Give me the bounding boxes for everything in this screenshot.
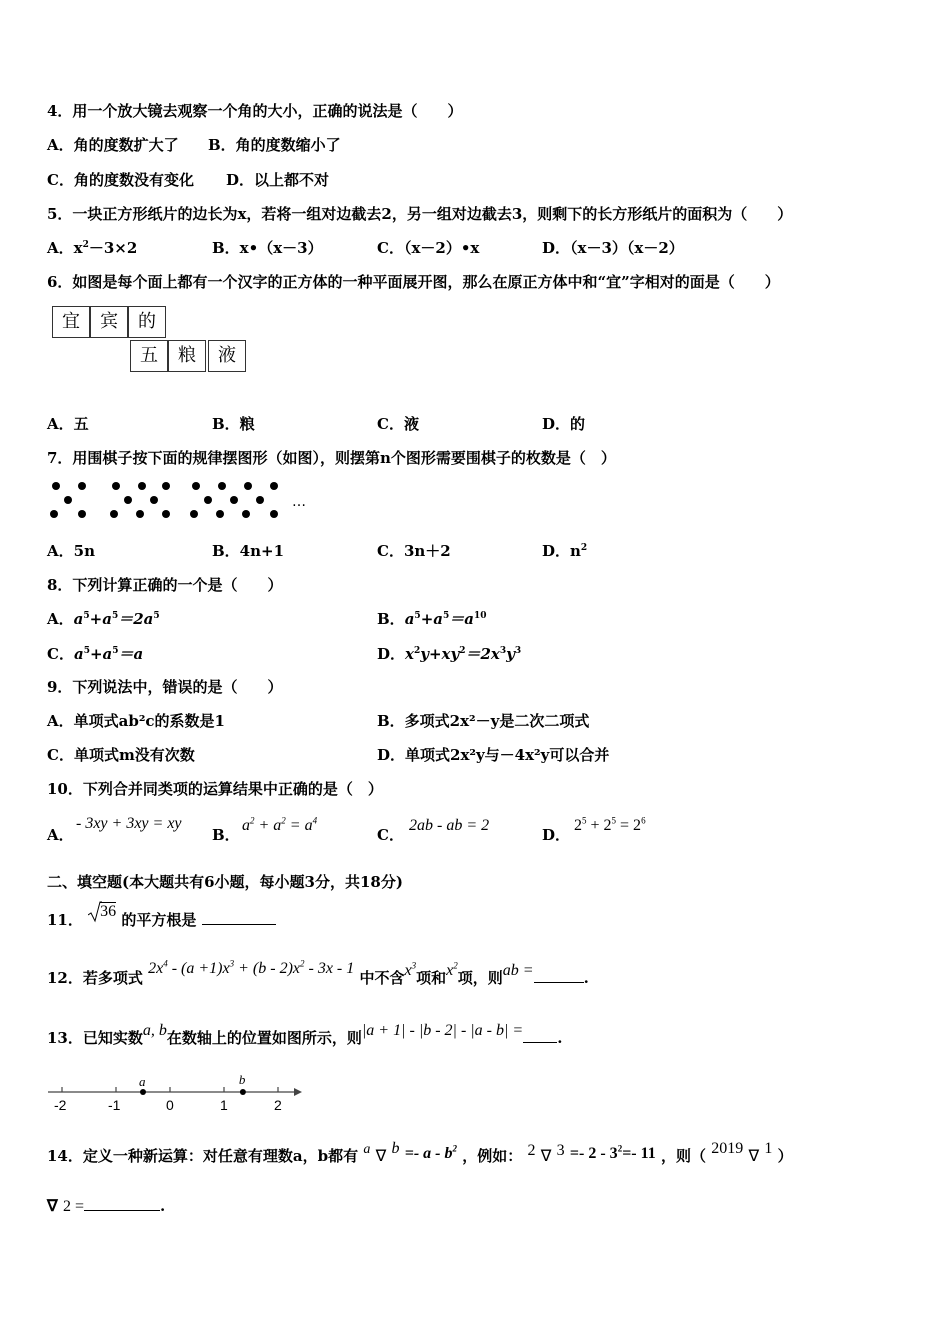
q9-stem: 9．下列说法中，错误的是（ ） <box>47 678 283 696</box>
q10-option-a-label: A． <box>47 826 74 844</box>
q5-option-a: A．$x^2-3\times 2$ <box>47 239 138 257</box>
stone <box>204 496 212 504</box>
q11-answer-blank[interactable] <box>202 910 276 925</box>
net-cell-5: 粮 <box>168 340 206 372</box>
q10-option-d-expr: $2^5 + 2^5 = 2^6$ <box>574 815 646 834</box>
point-a-label: a <box>139 1074 146 1089</box>
stone <box>270 482 278 490</box>
q7-option-d: D．$n^2$ <box>542 542 588 560</box>
sqrt-36: 36 <box>88 911 116 931</box>
point-a <box>140 1089 146 1095</box>
q9-option-b: B．多项式2x²－y是二次二项式 <box>377 712 590 730</box>
axis-tick-label: 0 <box>166 1097 174 1113</box>
stone <box>230 496 238 504</box>
q5-option-b: B．x•（x－3） <box>212 239 323 257</box>
stone <box>162 482 170 490</box>
section-2-title: 二、填空题(本大题共有6小题，每小题3分，共18分) <box>47 873 403 891</box>
q9-option-a: A．单项式ab²c的系数是1 <box>47 712 225 730</box>
net-cell-2: 宾 <box>90 306 128 338</box>
q10-option-d-label: D． <box>542 826 571 844</box>
stone <box>78 482 86 490</box>
q10-stem: 10．下列合并同类项的运算结果中正确的是（ ） <box>47 780 383 798</box>
net-cell-6: 液 <box>208 340 246 372</box>
q7-option-a: A．5n <box>47 542 95 560</box>
q12-answer-blank[interactable] <box>534 968 584 983</box>
net-cell-1: 宜 <box>52 306 90 338</box>
stone <box>150 496 158 504</box>
net-cell-3: 的 <box>128 306 166 338</box>
q10-option-a-expr: - 3xy + 3xy = xy <box>76 815 182 832</box>
stone <box>270 510 278 518</box>
go-stones-pattern-figure <box>44 478 324 524</box>
net-cell-4: 五 <box>130 340 168 372</box>
q13: 13．已知实数a, b在数轴上的位置如图所示，则|a + 1| - |b - 2| - |a - b| = . <box>47 1022 563 1047</box>
stone <box>244 482 252 490</box>
q10-option-b-expr: $a^2 + a^2 = a^4$ <box>242 815 318 834</box>
q10-option-c-label: C． <box>377 826 404 844</box>
q6-option-d: D．的 <box>542 415 586 433</box>
q8-option-b: B．$a^5+a^5=a^{10}$ <box>377 610 487 628</box>
q6-option-c: C．液 <box>377 415 419 433</box>
axis-arrow <box>294 1088 302 1096</box>
stone <box>124 496 132 504</box>
stone <box>218 482 226 490</box>
stone <box>136 510 144 518</box>
stone <box>52 482 60 490</box>
stone <box>242 510 250 518</box>
q8-option-d: D．$x^2y+xy^2=2x^3y^3$ <box>377 645 522 663</box>
axis-tick-label: -1 <box>108 1097 121 1113</box>
stone <box>162 510 170 518</box>
q10-option-c-expr: 2ab - ab = 2 <box>409 817 490 834</box>
q4-stem: 4．用一个放大镜去观察一个角的大小，正确的说法是（ ） <box>47 102 463 120</box>
stone <box>190 510 198 518</box>
stone <box>50 510 58 518</box>
q6-stem: 6．如图是每个面上都有一个汉字的正方体的一种平面展开图，那么在原正方体中和“宜”字相对的面是（ ） <box>47 273 780 291</box>
q12: 12．若多项式 $2x^4 - (a +1)x^3 + (b - 2)x^2 - 3x - 1$ 中不含$x^3$项和$x^2$项，则ab = . <box>47 958 589 987</box>
q4-option-b: B．角的度数缩小了 <box>208 136 341 154</box>
q6-option-a: A．五 <box>47 415 89 433</box>
point-b <box>240 1089 246 1095</box>
q14-line-1: 14．定义一种新运算：对任意有理数a，b都有 a ∇ $b =- a - b^2$ ，例如： 2 ∇ $3 =- 2 - 3^2=-$ 11 ，则（ 2019 ∇ 1 ） <box>47 1140 793 1165</box>
q14-line-2: ∇ 2 = . <box>47 1197 166 1215</box>
cube-net-figure <box>52 306 252 378</box>
q13-answer-blank[interactable] <box>523 1028 557 1043</box>
q12-polynomial: $2x^4 - (a +1)x^3 + (b - 2)x^2 - 3x - 1$ <box>148 958 355 977</box>
q4-option-a: A．角的度数扩大了 <box>47 136 179 154</box>
q8-stem: 8．下列计算正确的一个是（ ） <box>47 576 283 594</box>
stone <box>216 510 224 518</box>
q5-stem: 5．一块正方形纸片的边长为x，若将一组对边截去2，另一组对边截去3，则剩下的长方形纸片的面积为（ ） <box>47 205 793 223</box>
stone <box>138 482 146 490</box>
q4-option-c: C．角的度数没有变化 <box>47 171 194 189</box>
q9-option-c: C．单项式m没有次数 <box>47 746 195 764</box>
axis-tick-label: 2 <box>274 1097 282 1113</box>
stone <box>110 510 118 518</box>
q5-option-c: C．（x－2）•x <box>377 239 480 257</box>
q5-option-d: D．（x－3）（x－2） <box>542 239 684 257</box>
q8-option-a: A．$a^5+a^5=2a^5$ <box>47 610 160 628</box>
q7-option-b: B．4n+1 <box>212 542 285 560</box>
stone <box>78 510 86 518</box>
stone <box>112 482 120 490</box>
stone <box>64 496 72 504</box>
q11: 11． 36 的平方根是 <box>47 910 276 931</box>
q8-option-c: C．$a^5+a^5=a$ <box>47 645 144 663</box>
number-line-figure <box>44 1070 306 1114</box>
q9-option-d: D．单项式2x²y与－4x²y可以合并 <box>377 746 610 764</box>
q6-option-b: B．粮 <box>212 415 255 433</box>
stone <box>256 496 264 504</box>
point-b-label: b <box>238 1072 246 1087</box>
pattern-ellipsis: … <box>292 494 306 510</box>
axis-tick-label: -2 <box>54 1097 67 1113</box>
q7-option-c: C．3n＋2 <box>377 542 451 560</box>
stone <box>192 482 200 490</box>
q14-answer-blank[interactable] <box>84 1196 160 1211</box>
q7-stem: 7．用围棋子按下面的规律摆图形（如图），则摆第n个图形需要围棋子的枚数是（ ） <box>47 449 616 467</box>
axis-tick-label: 1 <box>220 1097 228 1113</box>
q4-option-d: D．以上都不对 <box>226 171 330 189</box>
q10-option-b-label: B． <box>212 826 240 844</box>
